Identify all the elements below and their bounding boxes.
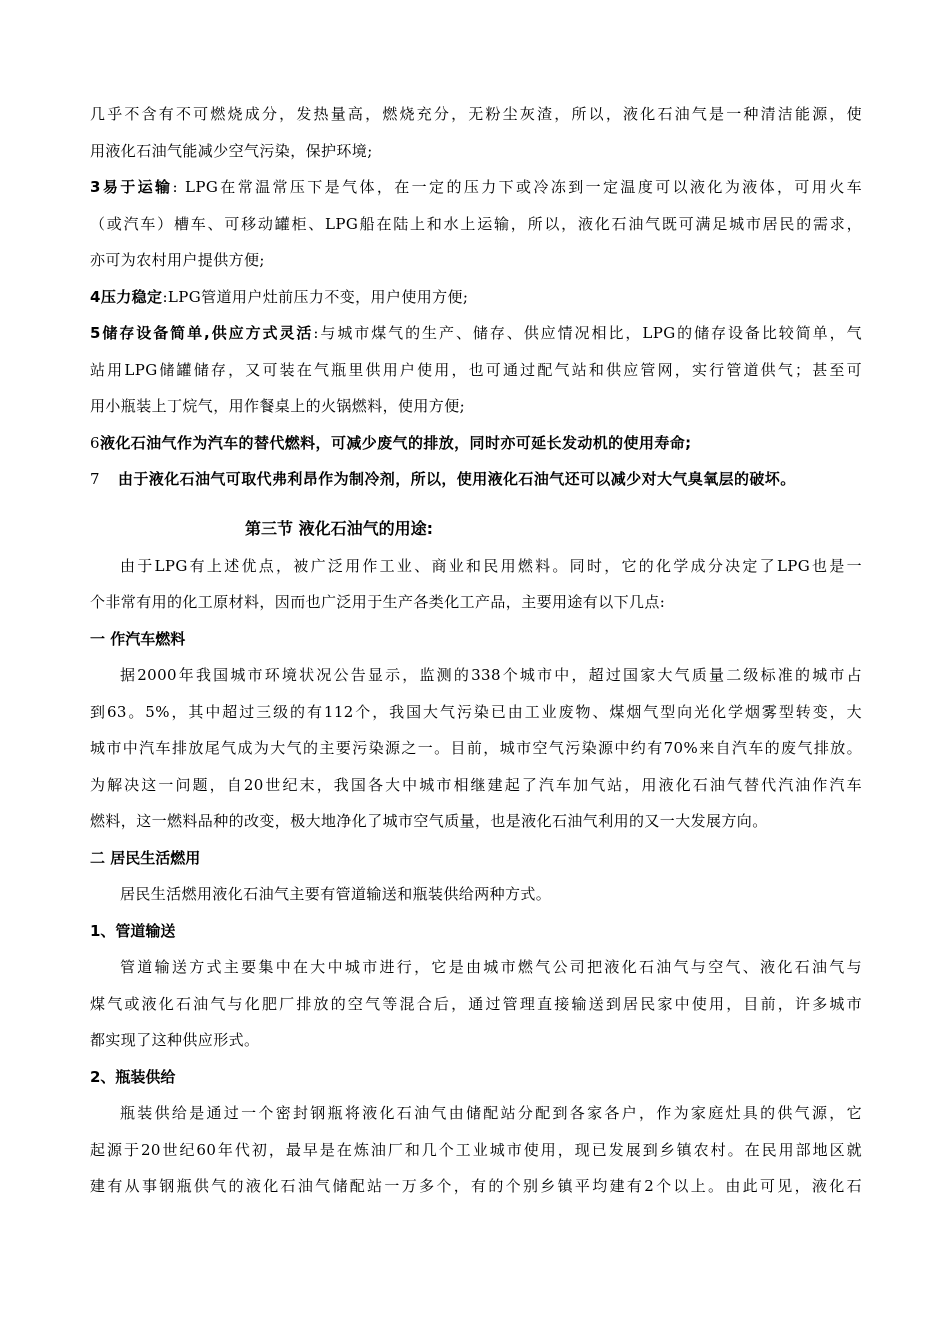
item-3-label: 3易于运输 (90, 178, 173, 196)
paragraph-line: 用液化石油气能减少空气污染，保护环境; (90, 141, 373, 160)
item-7-text: 由于液化石油气可取代弗利昂作为制冷剂，所以，使用液化石油气还可以减少对大气臭氧层的破坏。 (118, 470, 796, 488)
paragraph-line: 燃料，这一燃料品种的改变，极大地净化了城市空气质量，也是液化石油气利用的又一大发展方向。 (90, 812, 768, 830)
paragraph-line: 起源于20世纪60年代初，最早是在炼油厂和几个工业城市使用，现已发展到乡镇农村。在民用部地区就 (90, 1140, 862, 1159)
subheading-residential: 二 居民生活燃用 (90, 848, 201, 867)
paragraph-line: 建有从事钢瓶供气的液化石油气储配站一万多个，有的个别乡镇平均建有2个以上。由此可见，液化石 (90, 1177, 862, 1195)
paragraph-line: 居民生活燃用液化石油气主要有管道输送和瓶装供给两种方式。 (120, 885, 552, 903)
paragraph-line: 据2000年我国城市环境状况公告显示，监测的338个城市中，超过国家大气质量二级标准的城市占 (120, 666, 862, 684)
paragraph-line: 用小瓶装上丁烷气，用作餐桌上的火锅燃料，使用方便; (90, 397, 466, 415)
item-7-line (90, 461, 862, 498)
paragraph-line: 到63。5%，其中超过三级的有112个，我国大气污染已由工业废物、煤烟气型向光化学烟雾型转变，大 (90, 702, 862, 721)
paragraph-line: 城市中汽车排放尾气成为大气的主要污染源之一。目前，城市空气污染源中约有70%来自汽车的废气排放。 (90, 739, 862, 757)
item-5-line: 5储存设备简单,供应方式灵活:与城市煤气的生产、储存、供应情况相比，LPG的储存设备比较简单，气 (90, 324, 862, 342)
subheading-vehicle-fuel: 一 作汽车燃料 (90, 629, 186, 648)
item-5-label: 5储存设备简单,供应方式灵活 (90, 324, 314, 342)
paragraph-line: 煤气或液化石油气与化肥厂排放的空气等混合后，通过管理直接输送到居民家中使用，目前，许多城市 (90, 994, 862, 1013)
item-7-number: 7 (90, 470, 100, 488)
item-4-label: 4压力稳定 (90, 287, 163, 306)
item-6-number: 6 (90, 433, 100, 452)
paragraph-line: 亦可为农村用户提供方便; (90, 251, 265, 269)
item-6-text: 液化石油气作为汽车的替代燃料，可减少废气的排放，同时亦可延长发动机的使用寿命; (99, 433, 692, 452)
item-6-line (90, 425, 862, 462)
item-3-line: 3易于运输: LPG在常温常压下是气体，在一定的压力下或冷冻到一定温度可以液化为液体，可用火车 (90, 178, 863, 196)
paragraph-line: 管道输送方式主要集中在大中城市进行，它是由城市燃气公司把液化石油气与空气、液化石油气与 (120, 958, 862, 976)
paragraph-line: 几乎不含有不可燃烧成分，发热量高，燃烧充分，无粉尘灰渣，所以，液化石油气是一种清洁能源，使 (90, 105, 862, 123)
item-4-line: 4压力稳定:LPG管道用户灶前压力不变，用户使用方便; (90, 287, 469, 306)
paragraph-line: 都实现了这种供应形式。 (90, 1031, 260, 1049)
subheading-pipeline: 1、管道输送 (90, 921, 176, 940)
subheading-bottled: 2、瓶装供给 (90, 1067, 176, 1086)
document-page (90, 96, 862, 1205)
paragraph-line: 站用LPG储罐储存，又可装在气瓶里供用户使用，也可通过配气站和供应管网，实行管道供气；甚至可 (90, 360, 862, 379)
paragraph-line: 个非常有用的化工原材料，因而也广泛用于生产各类化工产品，主要用途有以下几点: (90, 593, 666, 611)
paragraph-line: 为解决这一问题，自20世纪末，我国各大中城市相继建起了汽车加气站，用液化石油气替代汽油作汽车 (90, 775, 862, 794)
paragraph-line: （或汽车）槽车、可移动罐柜、LPG船在陆上和水上运输，所以，液化石油气既可满足城市居民的需求， (90, 214, 862, 233)
paragraph-line: 由于LPG有上述优点，被广泛用作工业、商业和民用燃料。同时，它的化学成分决定了LPG也是一 (120, 556, 862, 575)
section-heading: 第三节 液化石油气的用途: (245, 518, 433, 538)
paragraph-line: 瓶装供给是通过一个密封钢瓶将液化石油气由储配站分配到各家各户，作为家庭灶具的供气源，它 (120, 1104, 862, 1122)
